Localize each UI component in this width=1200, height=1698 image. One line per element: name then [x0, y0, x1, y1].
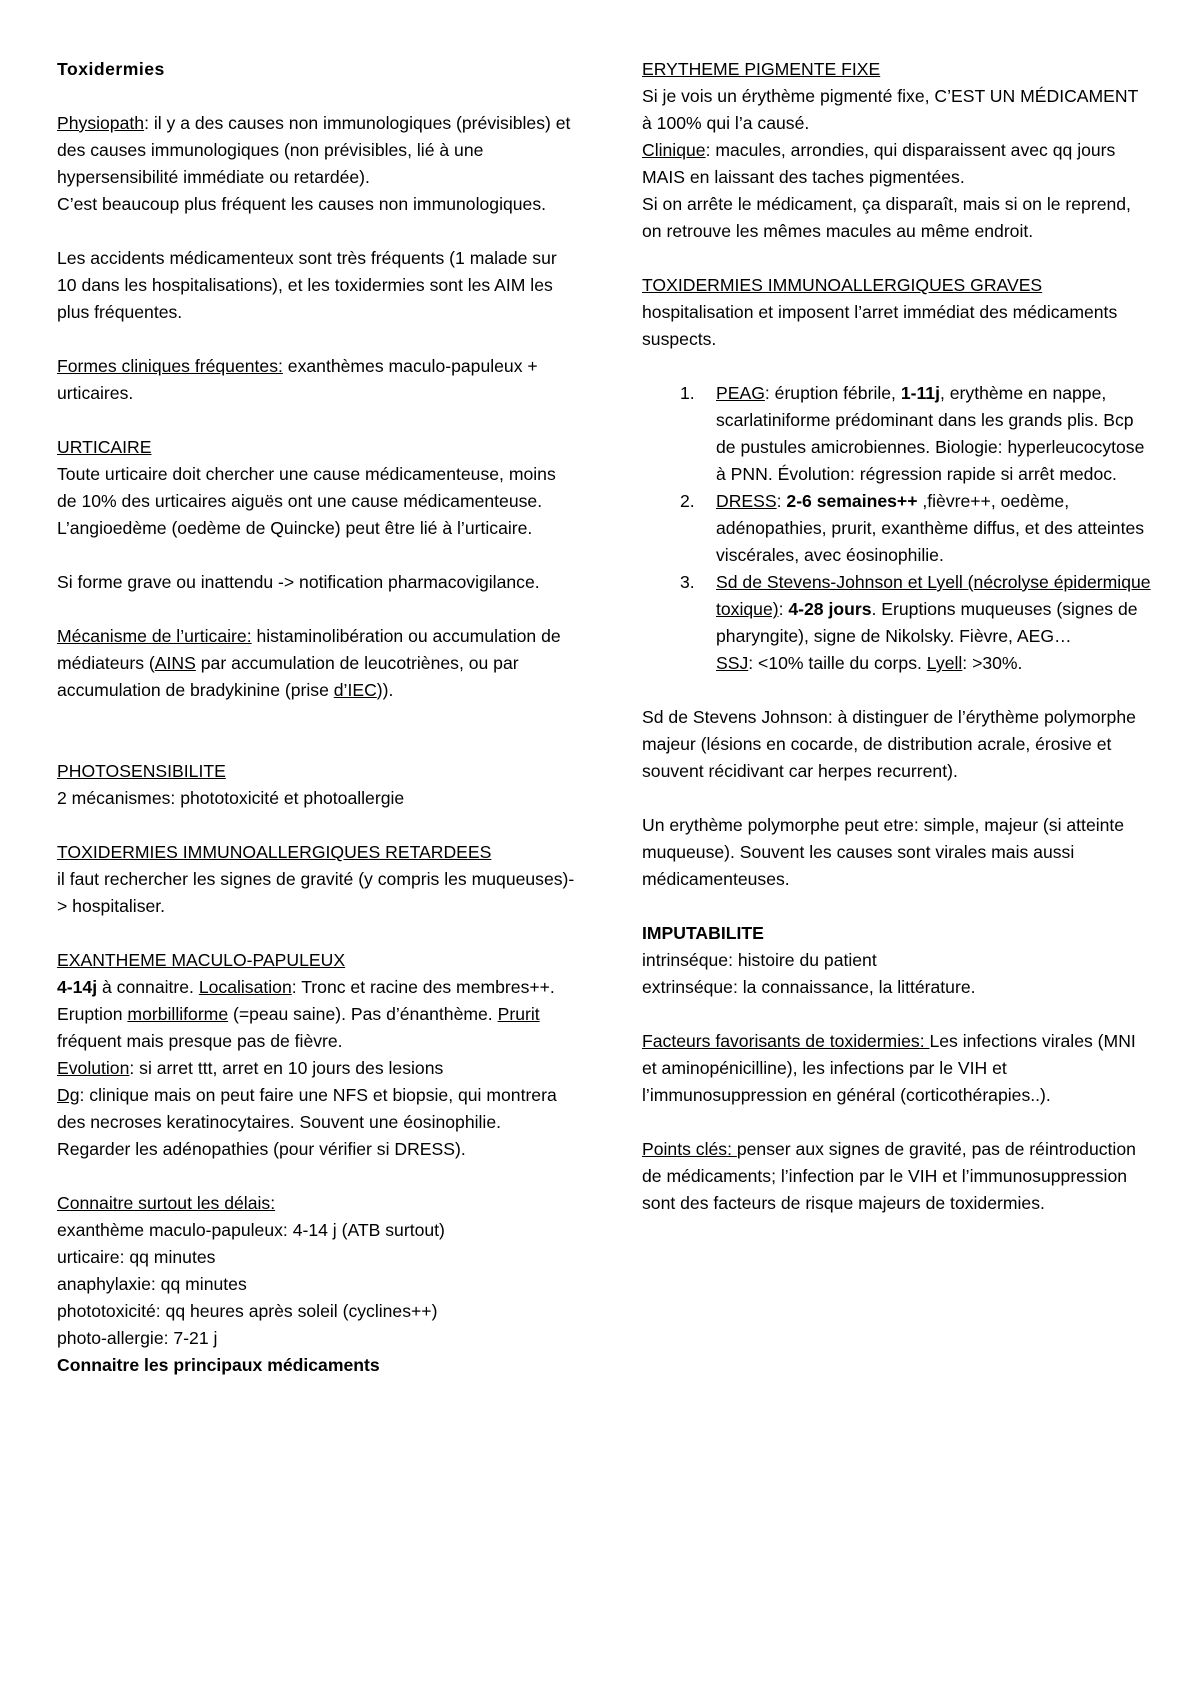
list-number: 2.	[680, 491, 695, 511]
facteurs-label: Facteurs favorisants de toxidermies:	[642, 1031, 930, 1051]
clinique-paragraph	[642, 137, 1152, 191]
peag-text-2: , erythème en nappe, scarlatiniforme prédominant dans les grands plis. Bcp de pustules amicrobiennes. Biologie: hyperleucocytose à PNN. Évolution: régression rapide si arrêt medoc.	[716, 383, 1145, 484]
physiopath-text-2: C’est beaucoup plus fréquent les causes non immunologiques.	[57, 194, 547, 214]
dress-text-1: :	[776, 491, 787, 511]
erytheme-p1: Si je vois un érythème pigmenté fixe, C’EST UN MÉDICAMENT à 100% qui l’a causé.	[642, 86, 1139, 133]
ssj-short-label: SSJ	[716, 653, 749, 673]
peag-text-1: : éruption fébrile,	[764, 383, 901, 403]
ssj-lyell-label: Sd de Stevens-Johnson et Lyell (nécrolyse épidermique toxique)	[716, 572, 1151, 619]
right-column	[642, 56, 1152, 1217]
document-title: Toxidermies	[57, 59, 165, 79]
erytheme-p3: Si on arrête le médicament, ça disparaît, mais si on le reprend, on retrouve les mêmes macules au même endroit.	[642, 194, 1131, 241]
erytheme-heading: ERYTHEME PIGMENTE FIXE	[642, 59, 881, 79]
diagnostic-paragraph	[57, 1082, 577, 1163]
exantheme-delay: 4-14j	[57, 977, 98, 997]
formes-paragraph	[57, 353, 577, 407]
ssj-delay: 4-28 jours	[788, 599, 872, 619]
mecanisme-text-1: histaminolibération ou accumulation de médiateurs (	[57, 626, 561, 673]
list-number: 3.	[680, 572, 695, 592]
exantheme-text-3: (=peau saine). Pas d’énanthème.	[228, 1004, 498, 1024]
left-column	[57, 56, 577, 1379]
delais-item: phototoxicité: qq heures après soleil (cyclines++)	[57, 1301, 438, 1321]
evolution-label: Evolution	[57, 1058, 130, 1078]
mecanisme-text-2: par accumulation de leucotriènes, ou par accumulation de bradykinine (prise	[57, 653, 519, 700]
list-item	[642, 569, 1152, 677]
points-cles-label: Points clés:	[642, 1139, 737, 1159]
retardees-heading: TOXIDERMIES IMMUNOALLERGIQUES RETARDEES	[57, 842, 492, 862]
urticaire-heading: URTICAIRE	[57, 437, 152, 457]
facteurs-paragraph	[642, 1028, 1152, 1109]
facteurs-text: Les infections virales (MNI et aminopénicilline), les infections par le VIH et l’immunosuppression en général (corticothérapies..).	[642, 1031, 1136, 1105]
ssj-paragraph: Sd de Stevens Johnson: à distinguer de l’érythème polymorphe majeur (lésions en cocarde, de distribution acrale, érosive et souvent récidivant car herpes recurrent).	[642, 707, 1136, 781]
exantheme-text-2: : Tronc et racine des membres++. Eruption	[57, 977, 555, 1024]
dress-label: DRESS	[716, 491, 777, 511]
dg-text: : clinique mais on peut faire une NFS et biopsie, qui montrera des necroses keratinocytaires. Souvent une éosinophilie. Regarder les adénopathies (pour vérifier si DRESS).	[57, 1085, 557, 1159]
graves-list	[642, 380, 1152, 677]
lyell-text: : >30%.	[962, 653, 1023, 673]
imputabilite-line-2: extrinséque: la connaissance, la littérature.	[642, 977, 976, 997]
peag-label: PEAG	[716, 383, 765, 403]
clinique-label: Clinique	[642, 140, 706, 160]
dg-label: Dg	[57, 1085, 80, 1105]
urticaire-p3: Si forme grave ou inattendu -> notification pharmacovigilance.	[57, 572, 540, 592]
mecanisme-text-3: )).	[376, 680, 394, 700]
retardees-text: il faut rechercher les signes de gravité (y compris les muqueuses)-> hospitaliser.	[57, 869, 575, 916]
delais-footer: Connaitre les principaux médicaments	[57, 1355, 380, 1375]
graves-text: hospitalisation et imposent l’arret immédiat des médicaments suspects.	[642, 302, 1118, 349]
ssj-text-2: . Eruptions muqueuses (signes de pharyngite), signe de Nikolsky. Fièvre, AEG…	[716, 599, 1138, 646]
ains-term: AINS	[154, 653, 196, 673]
urticaire-p1: Toute urticaire doit chercher une cause médicamenteuse, moins de 10% des urticaires aiguës ont une cause médicamenteuse.	[57, 464, 556, 511]
points-cles-paragraph	[642, 1136, 1152, 1217]
delais-item: photo-allergie: 7-21 j	[57, 1328, 218, 1348]
photosensibilite-heading: PHOTOSENSIBILITE	[57, 761, 226, 781]
ssj-short-text: : <10% taille du corps.	[748, 653, 927, 673]
graves-heading: TOXIDERMIES IMMUNOALLERGIQUES GRAVES	[642, 275, 1043, 295]
formes-label: Formes cliniques fréquentes:	[57, 356, 283, 376]
delais-item: anaphylaxie: qq minutes	[57, 1274, 247, 1294]
exantheme-text-4: fréquent mais presque pas de fièvre.	[57, 1031, 343, 1051]
physiopath-label: Physiopath	[57, 113, 145, 133]
prurit-term: Prurit	[497, 1004, 540, 1024]
morbilliforme-term: morbilliforme	[127, 1004, 229, 1024]
localisation-label: Localisation	[198, 977, 292, 997]
accidents-paragraph: Les accidents médicamenteux sont très fréquents (1 malade sur 10 dans les hospitalisations), et les toxidermies sont les AIM les plus fréquentes.	[57, 248, 557, 322]
evolution-paragraph	[57, 1055, 577, 1082]
dress-text-2: ,fièvre++, oedème, adénopathies, prurit, exanthème diffus, et des atteintes viscérales, avec éosinophilie.	[716, 491, 1145, 565]
mecanisme-label: Mécanisme de l’urticaire:	[57, 626, 252, 646]
polymorphe-paragraph: Un erythème polymorphe peut etre: simple, majeur (si atteinte muqueuse). Souvent les causes sont virales mais aussi médicamenteuses.	[642, 815, 1125, 889]
mecanisme-paragraph	[57, 623, 577, 704]
clinique-text: : macules, arrondies, qui disparaissent avec qq jours MAIS en laissant des taches pigmentées.	[642, 140, 1116, 187]
imputabilite-heading: IMPUTABILITE	[642, 923, 764, 943]
delais-item: exanthème maculo-papuleux: 4-14 j (ATB surtout)	[57, 1220, 445, 1240]
list-number: 1.	[680, 383, 695, 403]
dress-delay: 2-6 semaines++	[786, 491, 918, 511]
physiopath-text: : il y a des causes non immunologiques (prévisibles) et des causes immunologiques (non prévisibles, lié à une hypersensibilité immédiate ou retardée).	[57, 113, 571, 187]
delais-heading: Connaitre surtout les délais:	[57, 1193, 276, 1213]
formes-text: exanthèmes maculo-papuleux + urticaires.	[57, 356, 538, 403]
photosensibilite-text: 2 mécanismes: phototoxicité et photoallergie	[57, 788, 405, 808]
peag-delay: 1-11j	[900, 383, 940, 403]
imputabilite-line-1: intrinséque: histoire du patient	[642, 950, 877, 970]
physiopath-paragraph	[57, 110, 577, 191]
exantheme-text-1: à connaitre.	[97, 977, 199, 997]
iec-term: d’IEC	[333, 680, 377, 700]
points-cles-text: penser aux signes de gravité, pas de réintroduction de médicaments; l’infection par le VIH et l’immunosuppression sont des facteurs de risque majeurs de toxidermies.	[642, 1139, 1136, 1213]
exantheme-heading: EXANTHEME MACULO-PAPULEUX	[57, 950, 346, 970]
evolution-text: : si arret ttt, arret en 10 jours des lesions	[129, 1058, 444, 1078]
urticaire-p2: L’angioedème (oedème de Quincke) peut être lié à l’urticaire.	[57, 518, 533, 538]
list-item	[642, 488, 1152, 569]
exantheme-paragraph	[57, 974, 577, 1055]
list-item	[642, 380, 1152, 488]
ssj-text-1: :	[778, 599, 789, 619]
lyell-label: Lyell	[926, 653, 963, 673]
delais-item: urticaire: qq minutes	[57, 1247, 216, 1267]
